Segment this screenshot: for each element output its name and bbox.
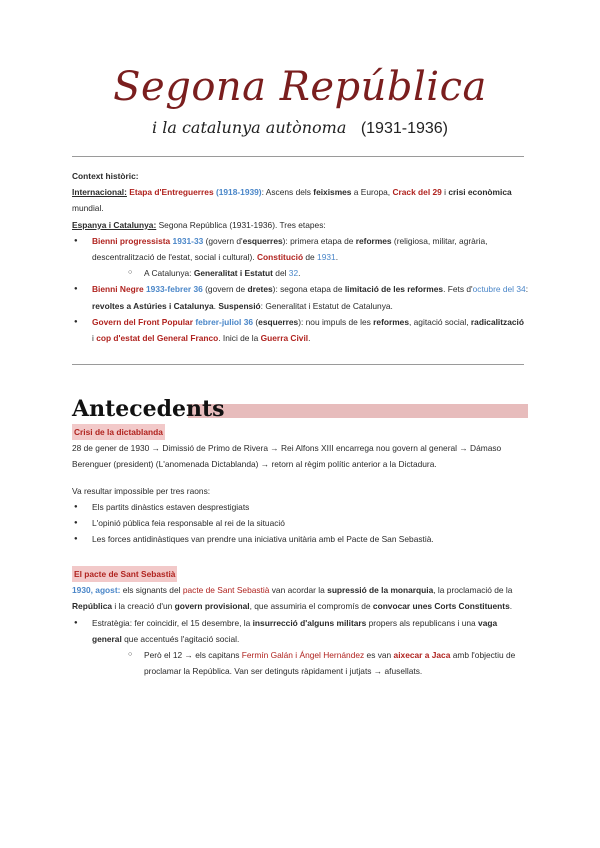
- crisi-label: Crisi de la dictablanda: [72, 424, 165, 440]
- pacte-label: El pacte de Sant Sebastià: [72, 566, 177, 582]
- crisi-section: [72, 424, 528, 547]
- page-subtitle: [0, 118, 600, 138]
- list-subitem-jaca: ○ Però el 12 → els capitans Fermín Galán i Ángel Hernández es van aixecar a Jaca amb l'objectiu de proclamar la República. Van ser detinguts ràpidament i jutjats → afusellats.: [72, 647, 528, 679]
- antecedents-heading: Antecedents: [72, 396, 225, 422]
- page-title: Segona República: [113, 64, 487, 110]
- subtitle-text: i la catalunya autònoma: [152, 118, 347, 137]
- pacte-text: 1930, agost: els signants del pacte de Sant Sebastià van acordar la supressió de la monarquia, la proclamació de la República i la creació d'un govern provisional, que assumiria el compromís de convocar unes Corts Constituents.: [72, 585, 513, 612]
- list-item: ● Les forces antidinàstiques van prendre una iniciativa unitària amb el Pacte de San Sebastià.: [72, 531, 528, 547]
- heading-highlight-bar: [188, 404, 528, 418]
- list-item-bienni-progressista: ● Bienni progressista 1931-33 (govern d'esquerres): primera etapa de reformes (religiosa, militar, agrària, descentralització de l'estat, social i cultural). Constitució de 1931.: [72, 233, 528, 265]
- context-international: Internacional: Etapa d'Entreguerres (1918-1939): Ascens dels feixismes a Europa, Crack del 29 i crisi econòmica mundial.: [72, 187, 512, 214]
- divider-bottom: [72, 364, 524, 365]
- subtitle-years: (1931-1936): [360, 120, 448, 137]
- pacte-section: [72, 566, 528, 679]
- list-item-front-popular: ● Govern del Front Popular febrer-juliol 36 (esquerres): nou impuls de les reformes, agitació social, radicalització i cop d'estat del General Franco. Inici de la Guerra Civil.: [72, 314, 528, 346]
- list-item: ● L'opinió pública feia responsable al rei de la situació: [72, 515, 528, 531]
- antecedents-header: [72, 396, 528, 422]
- context-heading: Context històric:: [72, 171, 139, 181]
- crisi-text: 28 de gener de 1930 → Dimissió de Primo de Rivera → Rei Alfons XIII encarrega nou govern al general → Dámaso Berenguer (president) (L'anomenada Dictablanda) → retorn al règim polític anterior a la Dictadura.: [72, 443, 502, 470]
- context-spain: Espanya i Catalunya: Segona República (1931-1936). Tres etapes:: [72, 219, 326, 230]
- list-item-estrategia: ● Estratègia: fer coincidir, el 15 desembre, la insurrecció d'alguns militars propers als republicans i una vaga general que accentués l'agitació social.: [72, 615, 528, 647]
- list-item: ● Els partits dinàstics estaven desprestigiats: [72, 499, 528, 515]
- crisi-intro: Va resultar impossible per tres raons:: [72, 485, 211, 496]
- divider-top: [72, 156, 524, 157]
- list-item-bienni-negre: ● Bienni Negre 1933-febrer 36 (govern de dretes): segona etapa de limitació de les reformes. Fets d'octubre del 34: revoltes a Astúries i Catalunya. Suspensió: Generalitat i Estatut de Catalunya.: [72, 281, 528, 313]
- list-subitem-catalunya: ○ A Catalunya: Generalitat i Estatut del 32.: [72, 265, 528, 281]
- context-section: [72, 168, 528, 346]
